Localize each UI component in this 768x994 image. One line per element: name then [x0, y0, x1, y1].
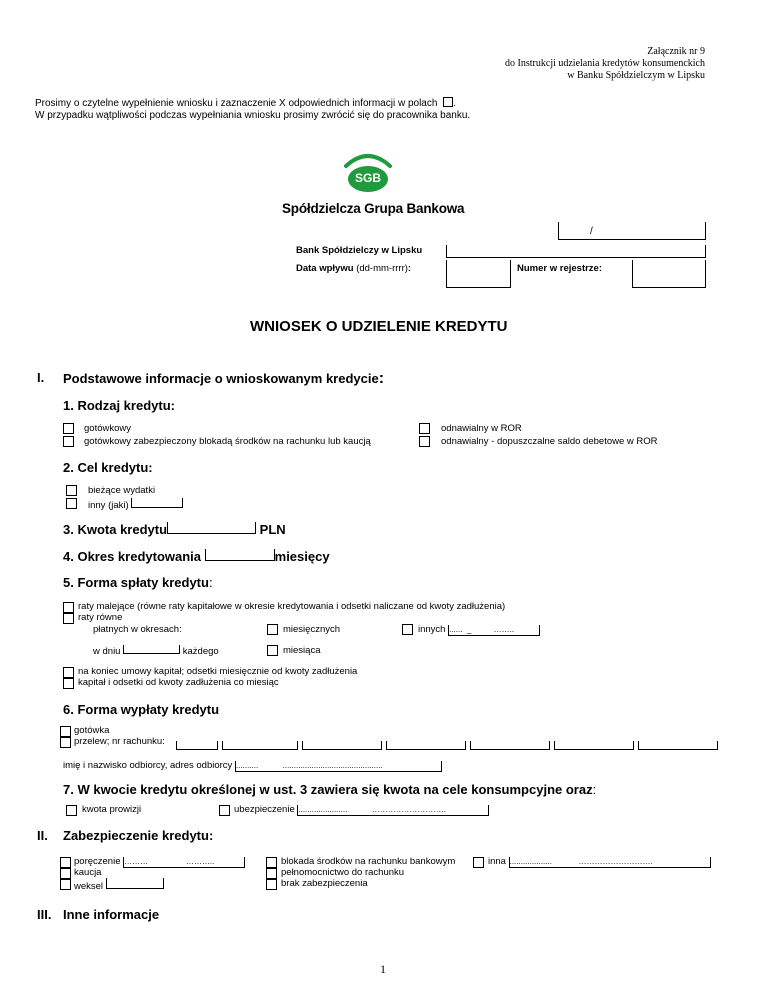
q5-opt2-label: raty równe — [78, 612, 123, 623]
intro-period: . — [453, 98, 456, 109]
amount-field[interactable] — [167, 522, 256, 534]
q7-opt2-text: ubezpieczenie — [234, 804, 295, 815]
period-field[interactable] — [205, 549, 275, 561]
q5-month-checkbox[interactable] — [267, 645, 278, 656]
q5-monthly-checkbox[interactable] — [267, 624, 278, 635]
q7-opt2-checkbox[interactable] — [219, 805, 230, 816]
s2-opt1-text: poręczenie — [74, 856, 121, 867]
date-colon: : — [407, 263, 412, 274]
q6-opt2-checkbox[interactable] — [60, 737, 71, 748]
q7-opt2-label — [234, 804, 489, 816]
q7-title-colon: : — [592, 782, 597, 797]
account-seg-1[interactable] — [176, 741, 218, 750]
logo-name: Spółdzielcza Grupa Bankowa — [282, 201, 465, 216]
q4-title: 4. Okres kredytowania — [63, 549, 202, 564]
guarantee-field[interactable] — [123, 857, 245, 868]
s2-opt5-label: pełnomocnictwo do rachunku — [281, 867, 405, 878]
q7-opt1-checkbox[interactable] — [66, 805, 77, 816]
q5-title-text: 5. Forma spłaty kredytu — [63, 575, 209, 590]
sgb-logo-badge: SGB — [354, 171, 381, 185]
q7-title — [63, 782, 596, 797]
s2-opt5-checkbox[interactable] — [266, 868, 277, 879]
section-2-title: Zabezpieczenie kredytu: — [63, 828, 214, 843]
q5-opt3-checkbox[interactable] — [63, 667, 74, 678]
account-seg-7[interactable] — [638, 741, 718, 750]
q1-opt1-label: gotówkowy — [84, 423, 131, 434]
q7-opt1-label: kwota prowizji — [82, 804, 142, 815]
day-field[interactable] — [123, 645, 180, 654]
q3-row — [63, 522, 286, 537]
s2-opt3-label — [74, 878, 164, 892]
q1-opt2-checkbox[interactable] — [63, 436, 74, 447]
promissory-field[interactable] — [106, 878, 164, 889]
s2-opt2-checkbox[interactable] — [60, 868, 71, 879]
account-seg-5[interactable] — [470, 741, 550, 750]
section-1-number: I. — [37, 370, 45, 385]
q1-opt2-label: gotówkowy zabezpieczony blokadą środków na rachunku lub kaucją — [84, 436, 371, 447]
s2-opt3-checkbox[interactable] — [60, 879, 71, 890]
bank-label: Bank Spółdzielczy w Lipsku — [296, 245, 423, 256]
q5-each: każdego — [182, 646, 219, 657]
account-seg-6[interactable] — [554, 741, 634, 750]
section-1-title-colon: : — [378, 370, 385, 387]
date-label-bold: Data wpływu — [296, 263, 354, 274]
insurance-field[interactable] — [297, 805, 489, 816]
q5-opt4-label: kapitał i odsetki od kwoty zadłużenia co miesiąc — [78, 677, 279, 688]
q5-other-label — [418, 624, 540, 636]
s2-opt3-text: weksel — [74, 881, 104, 892]
q6-title: 6. Forma wypłaty kredytu — [63, 702, 220, 717]
s2-opt7-text: inna — [488, 856, 506, 867]
section-2-number: II. — [37, 828, 48, 843]
s2-opt7-checkbox[interactable] — [473, 857, 484, 868]
section-1-title-text: Podstawowe informacje o wnioskowanym kredycie — [63, 371, 379, 386]
recipient-label: imię i nazwisko odbiorcy, adres odbiorcy — [63, 760, 233, 771]
q5-opt3-label: na koniec umowy kapitał; odsetki miesięcznie od kwoty zadłużenia — [78, 666, 358, 677]
account-seg-3[interactable] — [302, 741, 382, 750]
q6-opt1-checkbox[interactable] — [60, 726, 71, 737]
q2-other-field[interactable] — [131, 498, 183, 508]
q1-opt3-label: odnawialny w ROR — [441, 423, 522, 434]
recipient-row — [63, 760, 442, 772]
date-label — [296, 263, 411, 274]
insurance-fill: ...................... ………………………. — [298, 805, 446, 814]
q1-opt4-checkbox[interactable] — [419, 436, 430, 447]
q3-title: 3. Kwota kredytu — [63, 522, 168, 537]
s2-opt6-label: brak zabezpieczenia — [281, 878, 368, 889]
recipient-field[interactable] — [235, 761, 442, 772]
s2-opt4-label: blokada środków na rachunku bankowym — [281, 856, 456, 867]
header-slash: / — [590, 226, 593, 237]
q5-day-label: w dniu — [93, 646, 121, 657]
q5-opt1-label: raty malejące (równe raty kapitałowe w okresie kredytowania i odsetki naliczane od kwoty zadłużenia) — [78, 601, 506, 612]
guarantee-fill: ……… ……….. — [124, 857, 215, 866]
q5-month-label: miesiąca — [283, 645, 321, 656]
q5-opt1-checkbox[interactable] — [63, 602, 74, 613]
q2-opt2-checkbox[interactable] — [66, 498, 77, 509]
q1-opt3-checkbox[interactable] — [419, 423, 430, 434]
form-title: WNIOSEK O UDZIELENIE KREDYTU — [250, 318, 508, 335]
s2-opt6-checkbox[interactable] — [266, 879, 277, 890]
account-seg-2[interactable] — [222, 741, 298, 750]
q5-other-text: innych — [418, 624, 446, 635]
q5-day-row — [93, 645, 219, 657]
q5-opt4-checkbox[interactable] — [63, 678, 74, 689]
intro-line-1 — [35, 97, 456, 109]
s2-opt4-checkbox[interactable] — [266, 857, 277, 868]
annex-line-1: Załącznik nr 9 — [647, 46, 705, 57]
q1-opt4-label: odnawialny - dopuszczalne saldo debetowe w ROR — [441, 436, 658, 447]
other-security-field[interactable] — [509, 857, 711, 868]
account-seg-4[interactable] — [386, 741, 466, 750]
date-format: (dd-mm-rrrr) — [356, 263, 408, 274]
q4-unit: miesięcy — [274, 549, 330, 564]
account-number-field[interactable] — [176, 737, 718, 755]
q5-periods-label: płatnych w okresach: — [93, 624, 182, 635]
q2-opt2-text: inny (jaki) — [88, 500, 129, 511]
q2-opt1-checkbox[interactable] — [66, 485, 77, 496]
intro-line-2: W przypadku wątpliwości podczas wypełniania wniosku prosimy zwrócić się do pracownika banku. — [35, 110, 471, 121]
q1-title: 1. Rodzaj kredytu: — [63, 398, 175, 413]
s2-opt7-label — [488, 856, 711, 868]
q2-title: 2. Cel kredytu: — [63, 460, 153, 475]
q1-opt1-checkbox[interactable] — [63, 423, 74, 434]
q5-title-colon: : — [208, 575, 213, 590]
annex-line-3: w Banku Spółdzielczym w Lipsku — [567, 70, 705, 81]
q6-opt1-label: gotówka — [74, 725, 110, 736]
q5-opt2-checkbox[interactable] — [63, 613, 74, 624]
q2-opt2-label — [88, 498, 183, 511]
section-3-number: III. — [37, 907, 52, 922]
q4-row — [63, 549, 330, 564]
q5-other-fill: ...... _ …….. — [449, 625, 515, 634]
q3-unit: PLN — [259, 522, 286, 537]
q6-opt2-label: przelew; nr rachunku: — [74, 736, 165, 747]
q5-title — [63, 575, 213, 590]
sample-checkbox — [443, 97, 453, 107]
q5-monthly-label: miesięcznych — [283, 624, 341, 635]
other-security-fill: ................... ………………………. — [509, 857, 653, 866]
q5-other-checkbox[interactable] — [402, 624, 413, 635]
page-number: 1 — [380, 962, 386, 976]
intro-text-1: Prosimy o czytelne wypełnienie wniosku i zaznaczenie X odpowiednich informacji w polach — [35, 98, 438, 109]
s2-opt2-label: kaucja — [74, 867, 102, 878]
section-1-title — [63, 370, 384, 388]
section-3-title: Inne informacje — [63, 907, 160, 922]
recipient-fill: .......... ............................................. — [235, 761, 383, 770]
s2-opt1-checkbox[interactable] — [60, 857, 71, 868]
register-label: Numer w rejestrze: — [517, 263, 603, 274]
annex-line-2: do Instrukcji udzielania kredytów konsumenckich — [505, 58, 705, 69]
q2-opt1-label: bieżące wydatki — [88, 485, 156, 496]
q7-title-text: 7. W kwocie kredytu określonej w ust. 3 zawiera się kwota na cele konsumpcyjne oraz — [63, 782, 593, 797]
q5-other-field[interactable] — [448, 625, 540, 636]
